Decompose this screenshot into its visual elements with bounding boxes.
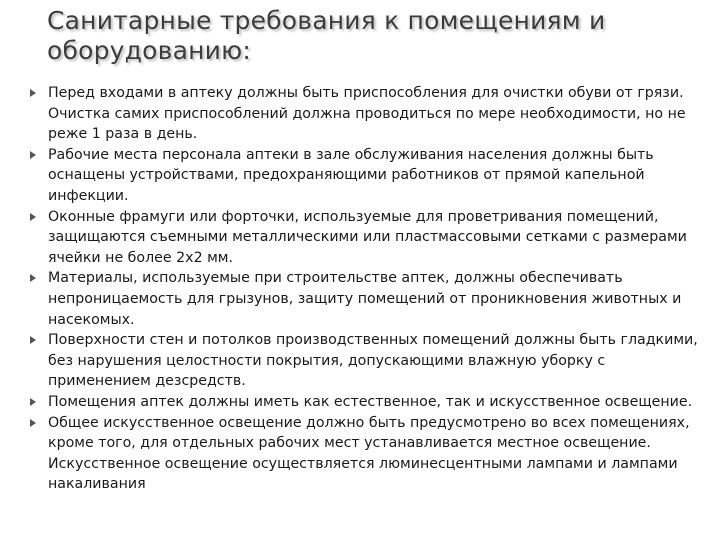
triangle-bullet-icon	[30, 89, 36, 97]
bullet-item-1	[30, 83, 705, 145]
triangle-bullet-icon	[30, 336, 36, 344]
triangle-bullet-icon	[30, 151, 36, 159]
bullet-text-2: Рабочие места персонала аптеки в зале обслуживания населения должны быть оснащены устройствами, предохраняющими работников от прямой капельной инфекции.	[48, 146, 654, 204]
bullet-item-4	[30, 268, 705, 330]
bullet-item-7	[30, 413, 705, 495]
triangle-bullet-icon	[30, 213, 36, 221]
triangle-bullet-icon	[30, 419, 36, 427]
bullet-text-1: Перед входами в аптеку должны быть приспособления для очистки обуви от грязи. Очистка самих приспособлений должна проводиться по мере необходимости, но не реже 1 раза в день.	[48, 85, 686, 143]
bullet-item-5	[30, 330, 705, 392]
slide-title	[47, 6, 707, 66]
bullet-text-7: Общее искусственное освещение должно быть предусмотрено во всех помещениях, кроме того, для отдельных рабочих мест устанавливается местное освещение. Искусственное освещение осуществляется люминесцентными лампами и лампами накаливания	[48, 414, 690, 493]
triangle-bullet-icon	[30, 398, 36, 406]
bullet-text-5: Поверхности стен и потолков производственных помещений должны быть гладкими, без нарушения целостности покрытия, допускающими влажную уборку с применением дезсредств.	[48, 332, 698, 390]
bullet-text-3: Оконные фрамуги или форточки, используемые для проветривания помещений, защищаются съемными металлическими или пластмассовыми сетками с размерами ячейки не более 2х2 мм.	[48, 208, 687, 266]
bullet-item-6	[30, 392, 705, 413]
bullet-text-4: Материалы, используемые при строительстве аптек, должны обеспечивать непроницаемость для грызунов, защиту помещений от проникновения животных и насекомых.	[48, 270, 682, 328]
triangle-bullet-icon	[30, 274, 36, 282]
bullet-list	[30, 83, 705, 495]
bullet-text-6: Помещения аптек должны иметь как естественное, так и искусственное освещение.	[48, 393, 693, 410]
slide-title-text: Санитарные требования к помещениям и оборудованию:	[47, 6, 606, 65]
bullet-item-2	[30, 145, 705, 207]
bullet-item-3	[30, 207, 705, 269]
